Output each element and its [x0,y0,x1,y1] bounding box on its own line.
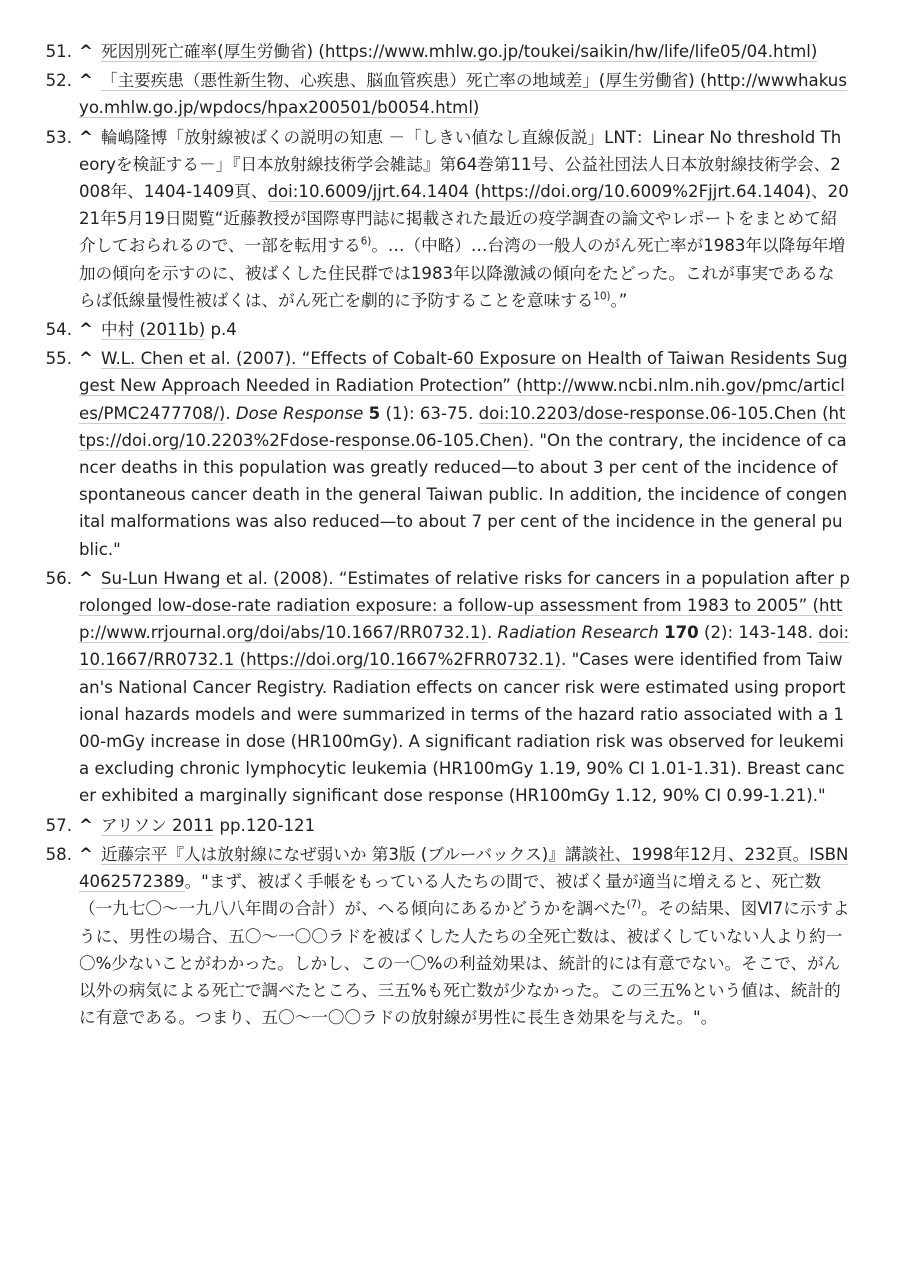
reference-text-segment: 、2021年5月19日閲覧“近藤教授が国際専門誌に掲載された最近の疫学調査の論文やレポートをまとめて紹介しておられるので、一部を転用する [79,182,849,256]
reference-number: 55. [45,349,72,369]
reference-text-segment: 。その結果、図Ⅵ7に示すように、男性の場合、五〇～一〇〇ラドを被ばくした人たちの全死亡数は、被ばくしていない人より約一〇%少ないことがわかった。しかし、この一〇%の利益効果は、統計的には有意でない。そこで、がん以外の病気による死亡で調べたところ、三五%も死亡数が少なかった。この三五%という値は、統計的に有意である。つまり、五〇～一〇〇ラドの放射線が男性に長生き効果を与えた。"。 [79,899,850,1028]
reference-number: 56. [45,568,72,588]
reference-link[interactable]: 中村 (2011b) [101,320,206,340]
back-to-citation-caret[interactable]: ^ [79,844,93,864]
reference-text [79,124,850,314]
reference-text [79,565,850,810]
reference-text [79,38,850,65]
reference-text-segment: pp.120-121 [214,815,316,835]
back-to-citation-caret[interactable]: ^ [79,568,93,588]
reference-link[interactable]: doi:10.1667/RR0732.1 [79,623,850,670]
reference-text-segment: . [225,403,236,423]
reference-link[interactable]: ISBN 4062572389 [79,844,849,892]
reference-link[interactable]: アリソン 2011 [101,815,215,835]
reference-item [0,812,900,839]
volume-number: 170 [664,623,699,643]
reference-text-segment: (1): 63-75. [380,403,479,423]
reference-text [79,345,850,563]
reference-number: 57. [45,815,72,835]
reference-item [0,67,900,121]
footnote-marker: 10) [593,290,611,303]
reference-text-segment: . "On the contrary, the incidence of cancer deaths in this population was greatly reduced—to about 3 per cent of the incidence of spontaneous cancer death in the general Taiwan public. In addition, the incidence of congenital malformations was also reduced—to about 7 per cent of the incidence in the general public." [79,430,848,559]
reference-text-segment: (2): 143-148. [698,623,819,643]
reference-link[interactable]: W.L. Chen et al. (2007). “Effects of Cobalt-60 Exposure on Health of Taiwan Residents Suggest New Approach Needed in Radiation Protection” (http://www.ncbi.nlm.nih.gov/pmc/articles/PMC2477708/) [79,349,848,423]
reference-text [79,316,850,343]
journal-title: Radiation Research [497,623,659,643]
reference-item [0,38,900,65]
back-to-citation-caret[interactable]: ^ [79,815,93,835]
reference-number: 54. [45,320,72,340]
reference-link[interactable]: 死因別死亡確率(厚生労働省) (https://www.mhlw.go.jp/toukei/saikin/hw/life/life05/04.html) [101,42,818,61]
reference-text-segment: 。” [610,290,628,310]
back-to-citation-caret[interactable]: ^ [79,71,93,91]
reference-number: 58. [45,844,72,864]
reference-link[interactable]: doi:10.2203/dose-response.06-105.Chen [478,403,817,423]
reference-link[interactable]: 近藤宗平『人は放射線になぜ弱いか 第3版 (ブルーバックス)』講談社、1998年12月、232頁。 [101,844,810,864]
reference-text-segment: 輪嶋隆博「放射線被ばくの説明の知恵 －「しきい値なし直線仮説」LNT：Linear No threshold Theoryを検証する－」『日本放射線技術学会雑誌』第64巻第11号、公益社団法人日本放射線技術学会、2008年、1404-1409頁、 [79,127,842,202]
reference-link[interactable]: (https://doi.org/10.2203%2Fdose-response.06-105.Chen) [79,403,846,450]
reference-link[interactable]: Su-Lun Hwang et al. (2008). “Estimates of relative risks for cancers in a population after prolonged low-dose-rate radiation exposure: a follow-up assessment from 1983 to 2005” (http://www.rrjournal.org/doi/abs/10.1667/RR0732.1) [79,568,850,643]
journal-title: Dose Response [235,403,364,423]
reference-text-segment: p.4 [205,320,237,340]
reference-item [0,345,900,563]
back-to-citation-caret[interactable]: ^ [79,320,93,340]
reference-link[interactable]: 「主要疾患（悪性新生物、心疾患、脳血管疾患）死亡率の地域差」(厚生労働省) (http://wwwhakusyo.mhlw.go.jp/wpdocs/hpax200501/b0054.html) [79,71,847,118]
reference-text [79,67,850,121]
reference-link[interactable]: doi:10.6009/jjrt.64.1404 [267,182,470,202]
volume-number: 5 [368,403,381,423]
reference-text-segment: 。"まず、被ばく手帳をもっている人たちの間で、被ばく量が適当に増えると、死亡数（一九七〇～一九八八年間の合計）が、へる傾向にあるかどうかを調べた [79,872,822,919]
reference-item [0,565,900,810]
reference-text-segment: 。…（中略）…台湾の一般人のがん死亡率が1983年以降毎年増加の傾向を示すのに、被ばくした住民群では1983年以降激減の傾向をたどった。これが事実であるならば低線量慢性被ばくは、がん死亡を劇的に予防することを意味する [79,236,845,310]
footnote-marker: 6) [360,235,372,248]
back-to-citation-caret[interactable]: ^ [79,127,93,147]
reference-item [0,316,900,343]
reference-text-segment: . "Cases were identified from Taiwan's National Cancer Registry. Radiation effects on cancer risk were estimated using proportional hazards models and were summarized in terms of the hazard ratio associated with a 100-mGy increase in dose (HR100mGy). A significant radiation risk was observed for leukemia excluding chronic lymphocytic leukemia (HR100mGy 1.19, 90% CI 1.01-1.31). Breast cancer exhibited a marginally significant dose response (HR100mGy 1.12, 90% CI 0.99-1.21)." [79,650,846,806]
reference-text-segment: . [486,623,498,643]
back-to-citation-caret[interactable]: ^ [79,349,93,369]
reference-number: 52. [45,71,72,91]
reference-text [79,841,850,1031]
back-to-citation-caret[interactable]: ^ [79,42,93,61]
reference-text [79,812,850,839]
reference-number: 51. [45,42,72,61]
footnote-marker: (7) [626,898,642,911]
reference-item [0,124,900,314]
reference-item [0,841,900,1031]
reference-list [0,38,900,1033]
reference-link[interactable]: (https://doi.org/10.1667%2FRR0732.1) [234,650,562,670]
reference-number: 53. [45,127,72,147]
reference-link[interactable]: (https://doi.org/10.6009%2Fjjrt.64.1404) [469,182,812,202]
